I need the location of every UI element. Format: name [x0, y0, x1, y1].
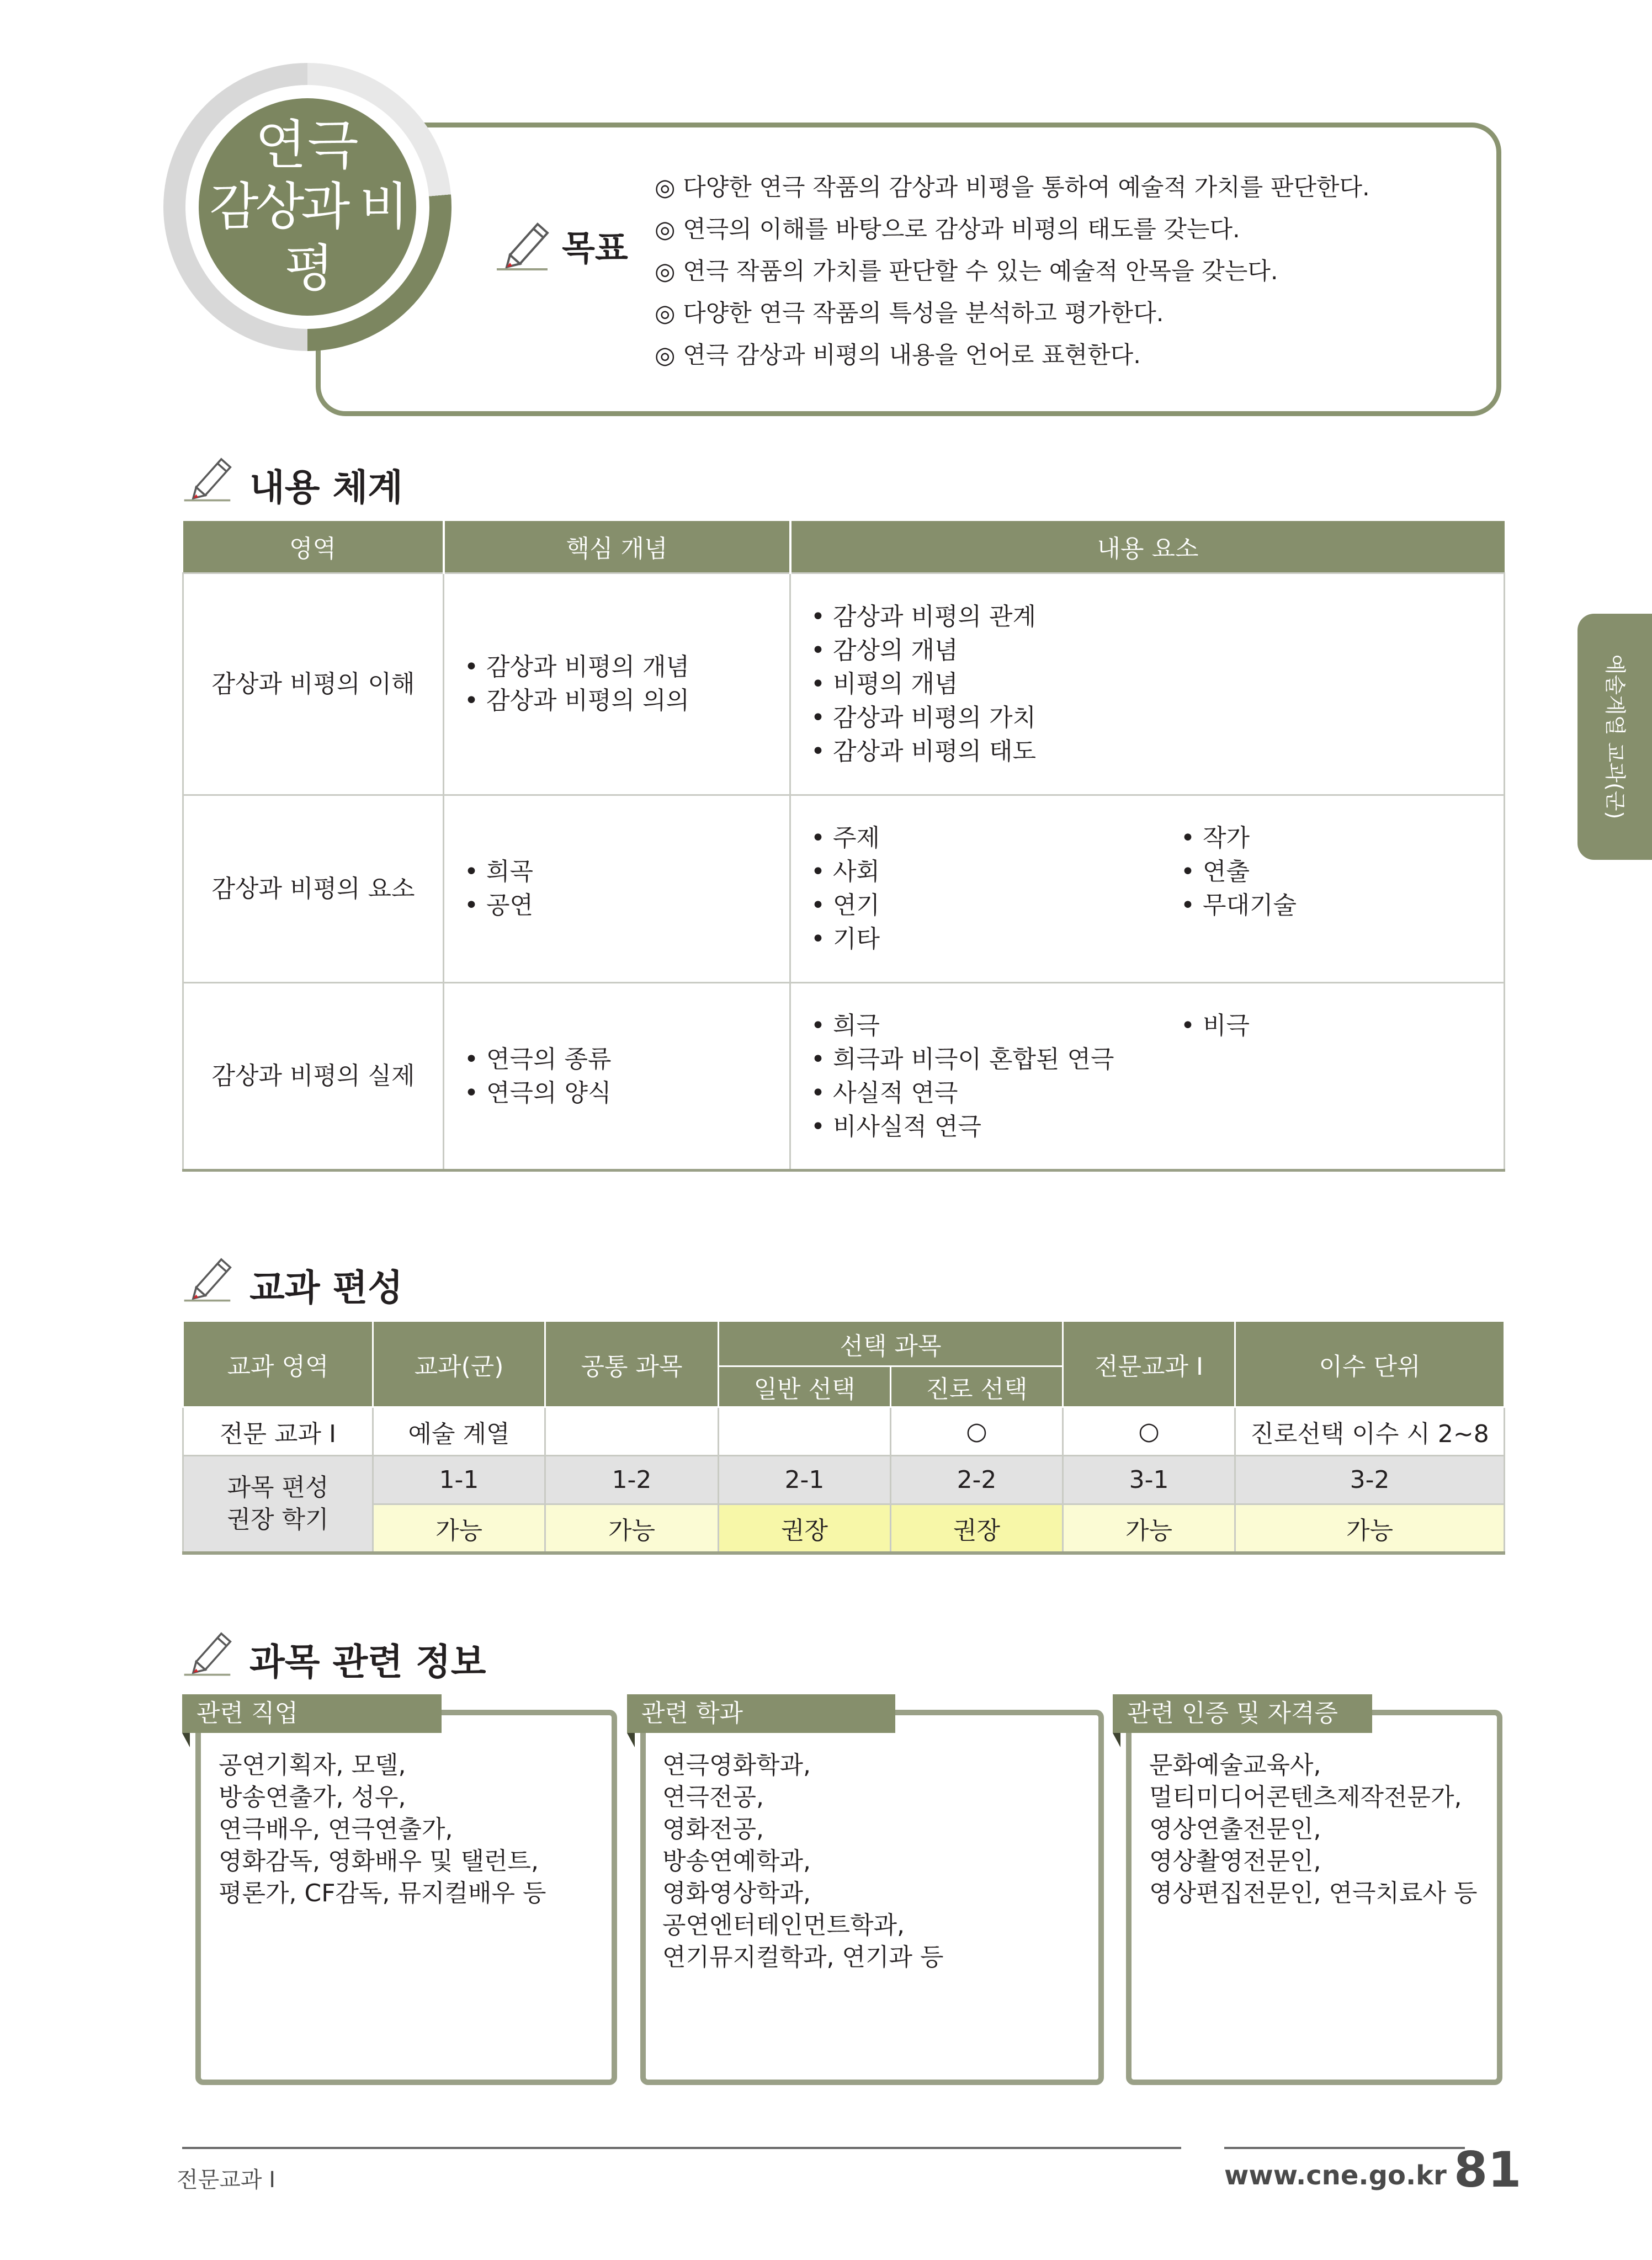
related-departments-tab: 관련 학과	[627, 1694, 895, 1733]
goal-item: ◎ 연극의 이해를 바탕으로 감상과 비평의 태도를 갖는다.	[655, 216, 1240, 243]
list-item: • 연극의 종류	[464, 1043, 789, 1076]
list-item: • 비평의 개념	[811, 667, 1504, 701]
related-jobs-list	[219, 1749, 546, 1910]
semester-cell: 2-2	[891, 1456, 1063, 1504]
cell-area: 전문 교과 I	[183, 1407, 373, 1456]
col-header-general: 일반 선택	[719, 1366, 891, 1407]
list-item: • 무대기술	[1181, 889, 1297, 922]
core-cell	[444, 982, 790, 1170]
goal-item: ◎ 연극 작품의 가치를 판단할 수 있는 예술적 안목을 갖는다.	[655, 258, 1278, 285]
semester-cell: 1-1	[373, 1456, 545, 1504]
table-row	[183, 795, 1505, 982]
area-cell: 감상과 비평의 실제	[183, 982, 444, 1170]
pencil-icon	[182, 1623, 237, 1678]
footer-url-link[interactable]: www.cne.go.kr	[1224, 2160, 1447, 2191]
col-header-group: 교과(군)	[373, 1321, 545, 1407]
subject-title-badge	[199, 98, 416, 316]
list-item: • 연출	[1181, 855, 1297, 889]
list-item: • 감상과 비평의 의의	[464, 684, 789, 717]
side-tab	[1577, 614, 1652, 860]
cell-common	[545, 1407, 719, 1456]
recommend-label-line2: 권장 학기	[227, 1505, 329, 1534]
list-item: 영상연출전문인,	[1149, 1815, 1321, 1843]
list-item: 영화전공,	[662, 1815, 764, 1843]
area-cell: 감상과 비평의 이해	[183, 573, 444, 795]
footer-section-label: 전문교과 I	[177, 2167, 276, 2193]
goal-item: ◎ 다양한 연극 작품의 감상과 비평을 통하여 예술적 가치를 판단한다.	[655, 174, 1370, 201]
section-title-schedule: 교과 편성	[249, 1267, 403, 1309]
section-title-content-system: 내용 체계	[249, 466, 403, 509]
recommended-semester-label	[183, 1456, 373, 1553]
schedule-table	[182, 1320, 1505, 1555]
side-tab-label: 예술계열 교과(군)	[1603, 654, 1627, 820]
list-item: • 비사실적 연극	[811, 1110, 1181, 1144]
pencil-icon	[182, 1248, 237, 1304]
list-item: • 작가	[1181, 821, 1297, 855]
goal-item: ◎ 연극 감상과 비평의 내용을 언어로 표현한다.	[655, 342, 1141, 369]
list-item: 연극배우, 연극연출가,	[219, 1815, 453, 1843]
list-item: 방송연출가, 성우,	[219, 1783, 406, 1811]
list-item: • 감상과 비평의 가치	[811, 701, 1504, 735]
goal-list	[655, 167, 1370, 376]
footer-divider	[1224, 2147, 1465, 2149]
availability-cell: 권장	[891, 1504, 1063, 1553]
list-item: 영화영상학과,	[662, 1879, 811, 1907]
core-cell	[444, 573, 790, 795]
col-header-elective: 선택 과목	[719, 1321, 1063, 1366]
list-item: • 연극의 양식	[464, 1076, 789, 1110]
list-item: • 연기	[811, 889, 1181, 922]
core-cell	[444, 795, 790, 982]
related-certificates-list	[1149, 1749, 1478, 1910]
list-item: • 희극	[811, 1009, 1181, 1043]
footer-divider	[182, 2147, 1181, 2149]
semester-cell: 3-2	[1235, 1456, 1505, 1504]
list-item: • 사회	[811, 855, 1181, 889]
col-header-area: 영역	[183, 521, 444, 573]
table-row	[183, 982, 1505, 1170]
cell-group: 예술 계열	[373, 1407, 545, 1456]
elements-cell	[790, 573, 1505, 795]
content-system-table	[182, 521, 1505, 1172]
page-number: 81	[1454, 2141, 1522, 2198]
pencil-icon	[495, 212, 555, 273]
table-row-semesters	[183, 1456, 1505, 1504]
col-header-units: 이수 단위	[1235, 1321, 1505, 1407]
list-item: 멀티미디어콘텐츠제작전문가,	[1149, 1783, 1462, 1811]
availability-cell: 권장	[719, 1504, 891, 1553]
related-certificates-tab: 관련 인증 및 자격증	[1113, 1694, 1372, 1733]
list-item: • 감상과 비평의 관계	[811, 600, 1504, 634]
area-cell: 감상과 비평의 요소	[183, 795, 444, 982]
list-item: • 감상과 비평의 개념	[464, 650, 789, 684]
list-item: • 비극	[1181, 1009, 1250, 1043]
list-item: 평론가, CF감독, 뮤지컬배우 등	[219, 1879, 546, 1907]
list-item: • 희곡	[464, 855, 789, 889]
cell-units: 진로선택 이수 시 2~8	[1235, 1407, 1505, 1456]
cell-specialized: ○	[1063, 1407, 1235, 1456]
col-header-specialized: 전문교과 I	[1063, 1321, 1235, 1407]
goal-item: ◎ 다양한 연극 작품의 특성을 분석하고 평가한다.	[655, 300, 1164, 327]
subject-title-line1: 연극	[255, 114, 360, 176]
semester-cell: 1-2	[545, 1456, 719, 1504]
list-item: 연극전공,	[662, 1783, 764, 1811]
availability-cell: 가능	[545, 1504, 719, 1553]
related-jobs-tab: 관련 직업	[182, 1694, 442, 1733]
list-item: • 공연	[464, 889, 789, 922]
list-item: • 감상의 개념	[811, 634, 1504, 667]
list-item: 연극영화학과,	[662, 1751, 811, 1779]
list-item: • 감상과 비평의 태도	[811, 735, 1504, 768]
availability-cell: 가능	[373, 1504, 545, 1553]
related-departments-list	[662, 1749, 944, 1974]
subject-title-line2: 감상과 비평	[209, 177, 406, 298]
list-item: • 기타	[811, 922, 1181, 956]
goal-label: 목표	[562, 228, 628, 268]
semester-cell: 2-1	[719, 1456, 891, 1504]
col-header-common: 공통 과목	[545, 1321, 719, 1407]
list-item: • 희극과 비극이 혼합된 연극	[811, 1043, 1181, 1076]
recommend-label-line1: 과목 편성	[227, 1473, 329, 1502]
list-item: 영상촬영전문인,	[1149, 1847, 1321, 1875]
table-row	[183, 1407, 1505, 1456]
col-header-elements: 내용 요소	[790, 521, 1505, 573]
list-item: 연기뮤지컬학과, 연기과 등	[662, 1943, 944, 1971]
table-row	[183, 573, 1505, 795]
elements-cell	[790, 795, 1505, 982]
availability-cell: 가능	[1235, 1504, 1505, 1553]
col-header-career: 진로 선택	[891, 1366, 1063, 1407]
list-item: 공연엔터테인먼트학과,	[662, 1911, 905, 1939]
list-item: 방송연예학과,	[662, 1847, 811, 1875]
availability-cell: 가능	[1063, 1504, 1235, 1553]
list-item: 영상편집전문인, 연극치료사 등	[1149, 1879, 1478, 1907]
pencil-icon	[182, 448, 237, 503]
list-item: 공연기획자, 모델,	[219, 1751, 406, 1779]
list-item: 문화예술교육사,	[1149, 1751, 1321, 1779]
table-row-availability	[183, 1504, 1505, 1553]
list-item: • 사실적 연극	[811, 1076, 1181, 1110]
list-item: 영화감독, 영화배우 및 탤런트,	[219, 1847, 539, 1875]
elements-cell	[790, 982, 1505, 1170]
list-item: • 주제	[811, 821, 1181, 855]
col-header-area: 교과 영역	[183, 1321, 373, 1407]
section-title-related-info: 과목 관련 정보	[249, 1641, 486, 1683]
semester-cell: 3-1	[1063, 1456, 1235, 1504]
table-header-row	[183, 1321, 1505, 1366]
cell-general	[719, 1407, 891, 1456]
col-header-core: 핵심 개념	[444, 521, 790, 573]
table-header-row	[183, 521, 1505, 573]
cell-career: ○	[891, 1407, 1063, 1456]
